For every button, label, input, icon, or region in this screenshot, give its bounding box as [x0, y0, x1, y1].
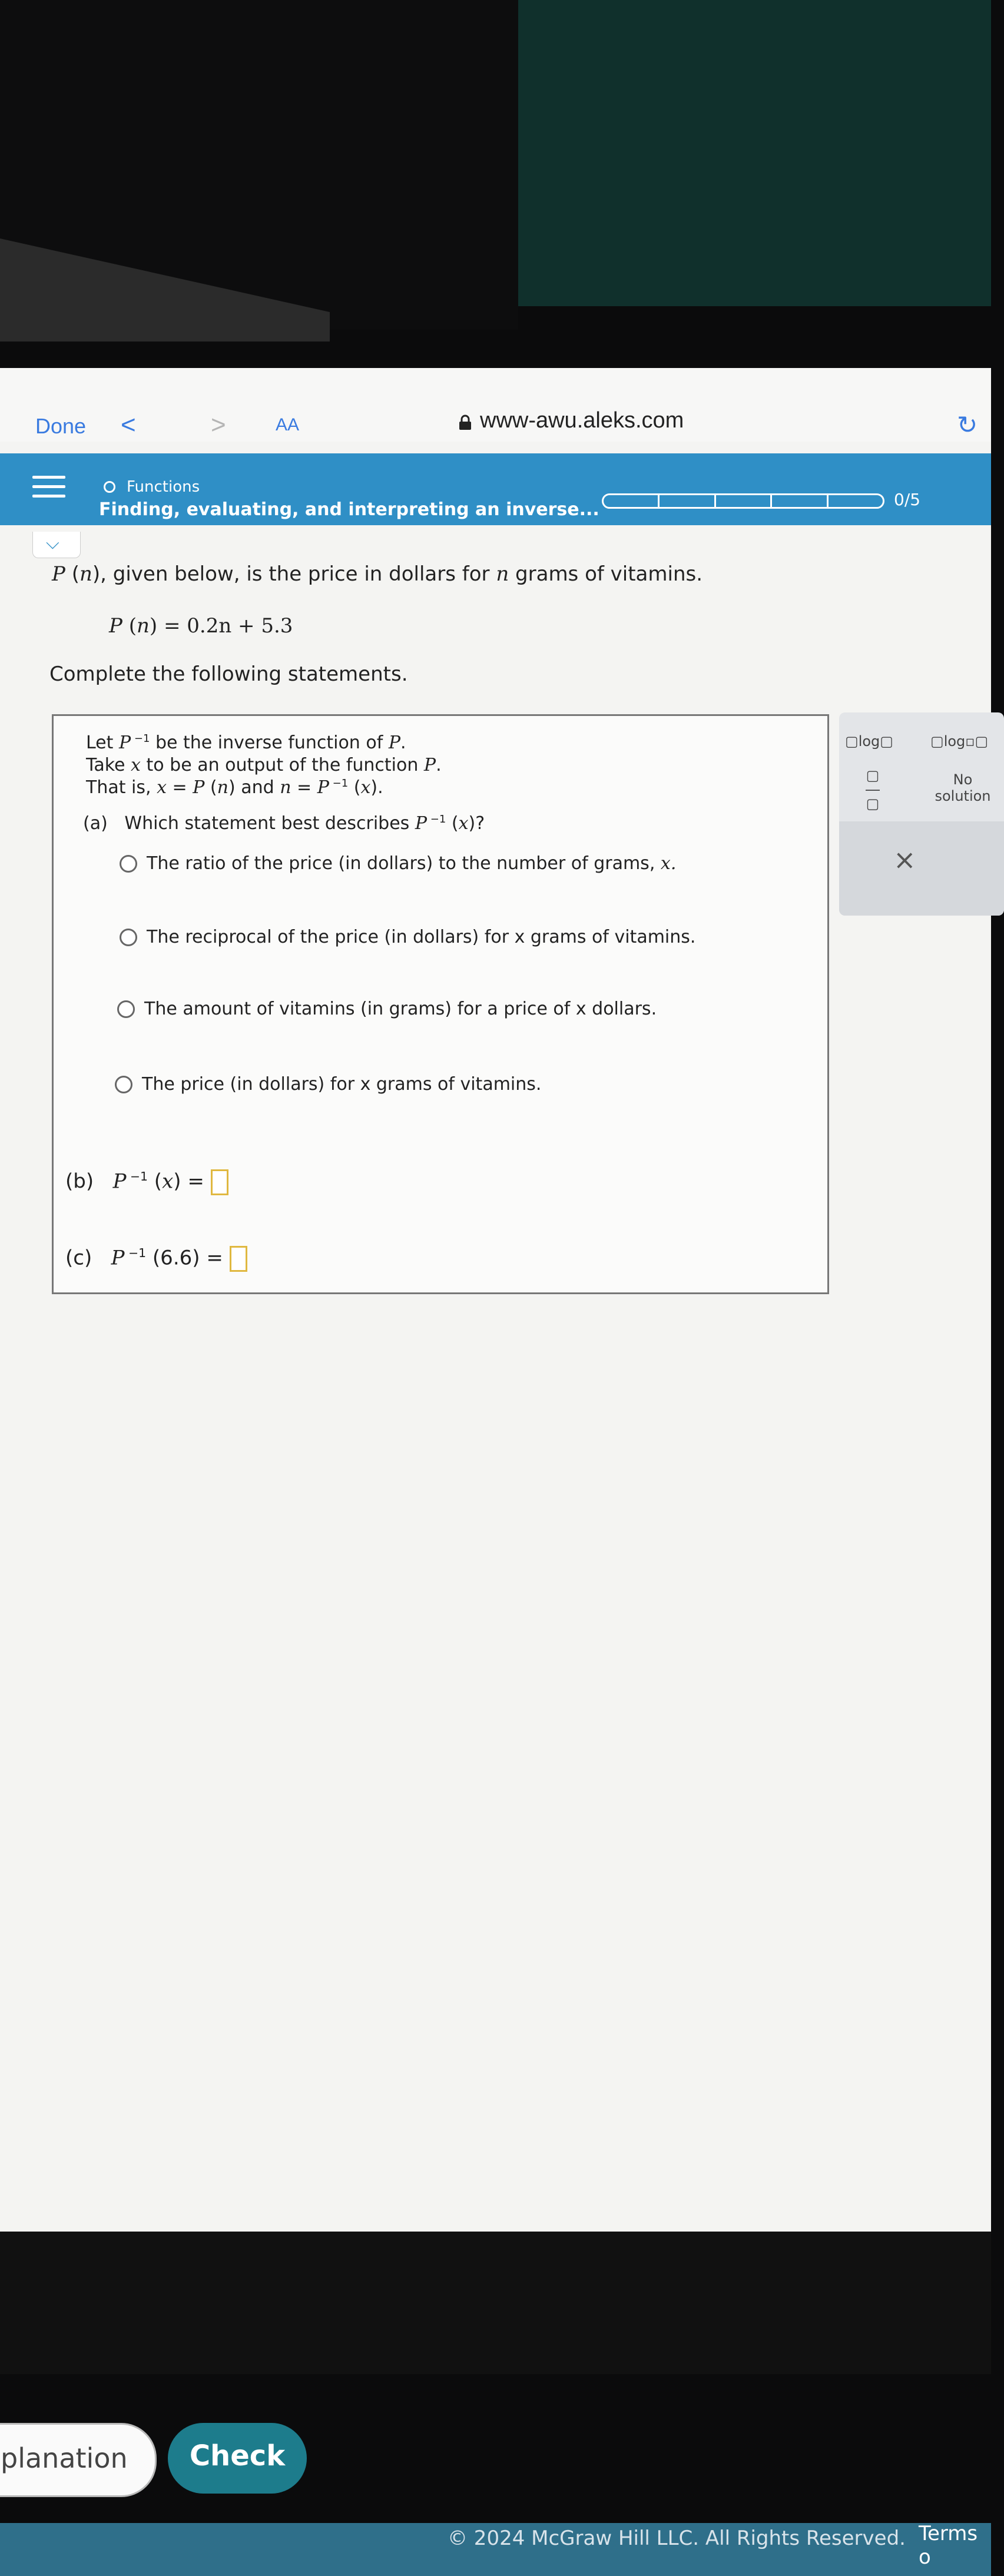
back-icon[interactable]: < [121, 410, 136, 439]
box-line-2: Take x to be an output of the function P. [86, 755, 442, 775]
option-reciprocal[interactable]: The reciprocal of the price (in dollars) for x grams of vitamins. [120, 927, 695, 947]
radio-button[interactable] [120, 855, 137, 873]
option-ratio[interactable]: The ratio of the price (in dollars) to the number of grams, x. [120, 853, 676, 874]
radio-button[interactable] [117, 1000, 135, 1018]
copyright-text: © 2024 McGraw Hill LLC. All Rights Reserved. [448, 2527, 906, 2550]
option-price[interactable]: The price (in dollars) for x grams of vitamins. [115, 1074, 541, 1095]
text-size-button[interactable]: AA [276, 415, 300, 435]
palette-clear-area [839, 821, 1004, 916]
collapse-button[interactable] [32, 532, 81, 558]
terms-link[interactable]: Terms o [919, 2522, 978, 2569]
log-button[interactable]: ▢log▢ [845, 733, 893, 750]
progress-bar [602, 493, 884, 509]
radio-button[interactable] [115, 1076, 132, 1093]
reload-icon[interactable]: ↻ [957, 410, 978, 439]
topic-status-icon [104, 481, 115, 493]
problem-equation: P (n) = 0.2n + 5.3 [109, 614, 293, 638]
menu-icon[interactable] [32, 476, 65, 504]
answer-input-c[interactable] [230, 1246, 247, 1272]
problem-intro: P (n), given below, is the price in dollars for n grams of vitamins. [52, 562, 703, 586]
topic-label: Functions [127, 478, 200, 496]
fraction-button[interactable]: ▢ ― ▢ [866, 767, 880, 812]
lock-icon [458, 415, 472, 430]
box-line-1: Let P $^{-1}$ be the inverse function of P. [86, 732, 406, 753]
box-line-3: That is, x = P (n) and n = P $^{-1}$ (x). [86, 777, 383, 798]
no-solution-button[interactable]: No solution [935, 771, 991, 804]
option-amount[interactable]: The amount of vitamins (in grams) for a price of x dollars. [117, 999, 657, 1019]
topic-title: Finding, evaluating, and interpreting an inverse... [99, 499, 599, 520]
background-dark-right [518, 0, 991, 306]
address-bar[interactable] [480, 408, 684, 433]
instruction-text: Complete the following statements. [49, 662, 408, 686]
radio-button[interactable] [120, 929, 137, 946]
log-base-button[interactable]: ▢log▫▢ [930, 733, 989, 750]
url-text: www-awu.aleks.com [480, 408, 684, 433]
part-c: (c) P $^{-1}$ (6.6) = [65, 1246, 247, 1272]
check-button[interactable]: Check [168, 2423, 307, 2494]
score-text: 0/5 [894, 490, 921, 509]
answer-input-b[interactable] [211, 1169, 228, 1195]
part-a-question: (a) Which statement best describes P $^{-1}$ (x)? [83, 813, 485, 834]
chevron-down-icon: ⌵ [46, 533, 59, 553]
footer-bar [0, 2523, 991, 2576]
forward-icon[interactable]: > [211, 410, 226, 439]
explanation-button[interactable]: planation [0, 2423, 157, 2497]
tablet-screen [0, 368, 991, 2569]
math-palette [839, 712, 1004, 916]
question-box [52, 714, 829, 1294]
clear-icon[interactable]: × [893, 844, 916, 876]
done-button[interactable]: Done [35, 414, 87, 438]
browser-toolbar [0, 368, 991, 442]
background-bottom [0, 2232, 991, 2374]
aleks-header [0, 453, 991, 525]
part-b: (b) P $^{-1}$ (x) = [65, 1169, 228, 1195]
